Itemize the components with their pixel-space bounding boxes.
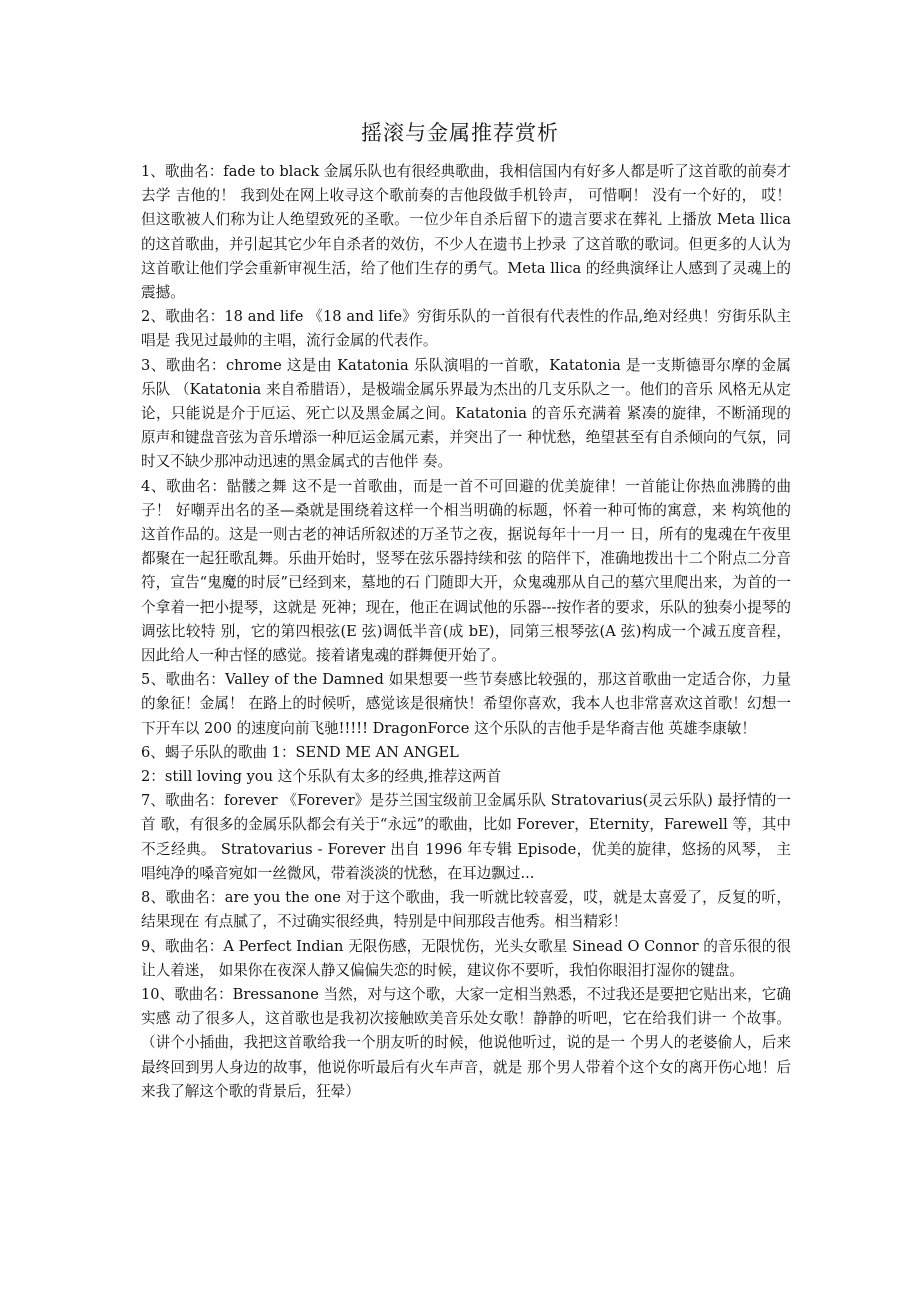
- document-title: 摇滚与金属推荐赏析: [361, 121, 559, 145]
- paragraph-1: 1、歌曲名：fade to black 金属乐队也有很经典歌曲，我相信国内有好多人都是听了这首歌的前奏才去学 吉他的！ 我到处在网上收寻这个歌前奏的吉他段做手机铃声， 可惜啊！ 没有一个好的， 哎！但这歌被人们称为让人绝望致死的圣歌。一位少年自杀后留下的遗言要求在葬礼 上播放 Meta llica 的这首歌曲，并引起其它少年自杀者的效仿，不少人在遗书上抄录 了这首歌的歌词。但更多的人认为这首歌让他们学会重新审视生活，给了他们生存的勇气。Meta llica 的经典演绎让人感到了灵魂上的震撼。: [141, 163, 791, 302]
- paragraph-3: 3、歌曲名：chrome 这是由 Katatonia 乐队演唱的一首歌，Katatonia 是一支斯德哥尔摩的金属乐队 （Katatonia 来自希腊语），是极端金属乐界最为杰出的几支乐队之一。他们的音乐 风格无从定论，只能说是介于厄运、死亡以及黑金属之间。Katatonia 的音乐充满着 紧凑的旋律，不断涌现的原声和键盘音弦为音乐增添一种厄运金属元素，并突出了一 种忧愁，绝望甚至有自杀倾向的气氛，同时又不缺少那冲动迅速的黑金属式的吉他伴 奏。: [141, 356, 791, 471]
- paragraph-6: 6、蝎子乐队的歌曲 1：SEND ME AN ANGEL: [141, 743, 459, 761]
- paragraph-7: 7、歌曲名：forever 《Forever》是芬兰国宝级前卫金属乐队 Stratovarius(灵云乐队) 最抒情的一首 歌，有很多的金属乐队都会有关于“永远”的歌曲，比如 Forever，Eternity，Farewell 等，其中不乏经典。 Stratovarius - Forever 出自 1996 年专辑 Episode，优美的旋律，悠扬的风琴， 主唱纯净的嗓音宛如一丝微风，带着淡淡的忧愁，在耳边飘过...: [141, 792, 791, 882]
- paragraph-10: 10、歌曲名：Bressanone 当然，对与这个歌，大家一定相当熟悉，不过我还是要把它贴出来，它确实感 动了很多人，这首歌也是我初次接触欧美音乐处女歌！静静的听吧，它在给我们讲一 个故事。（讲个小插曲，我把这首歌给我一个朋友听的时候，他说他听过，说的是一 个男人的老婆偷人，后来最终回到男人身边的故事，他说你听最后有火车声音，就是 那个男人带着个这个女的离开伤心地！后来我了解这个歌的背景后，狂晕）: [141, 985, 791, 1100]
- document-body: [141, 160, 791, 1104]
- paragraph-4: 4、歌曲名：骷髅之舞 这不是一首歌曲，而是一首不可回避的优美旋律！一首能让你热血沸腾的曲子！ 好嘲弄出名的圣—桑就是围绕着这样一个相当明确的标题，怀着一种可怖的寓意，来 构筑他的这首作品的。这是一则古老的神话所叙述的万圣节之夜，据说每年十一月一 日，所有的鬼魂在午夜里都聚在一起狂歌乱舞。乐曲开始时，竖琴在弦乐器持续和弦 的陪伴下，准确地拨出十二个附点二分音符，宣告“鬼魔的时辰”已经到来，墓地的石 门随即大开，众鬼魂那从自己的墓穴里爬出来，为首的一个拿着一把小提琴，这就是 死神；现在，他正在调试他的乐器---按作者的要求，乐队的独奏小提琴的调弦比较特 别，它的第四根弦(E 弦)调低半音(成 bE)，同第三根琴弦(A 弦)构成一个减五度音程， 因此给人一种古怪的感觉。接着诸鬼魂的群舞便开始了。: [141, 477, 791, 665]
- paragraph-2: 2、歌曲名：18 and life 《18 and life》穷街乐队的一首很有代表性的作品,绝对经典！穷街乐队主唱是 我见过最帅的主唱，流行金属的代表作。: [141, 308, 791, 350]
- paragraph-9: 9、歌曲名：A Perfect Indian 无限伤感，无限忧伤，光头女歌星 Sinead O Connor 的音乐很的很让人着迷， 如果你在夜深人静又偏偏失恋的时候，建议你不要听，我怕你眼泪打湿你的键盘。: [141, 937, 791, 979]
- paragraph-8: 8、歌曲名：are you the one 对于这个歌曲，我一听就比较喜爱，哎，就是太喜爱了，反复的听，结果现在 有点腻了，不过确实很经典，特别是中间那段吉他秀。相当精彩！: [141, 889, 791, 931]
- paragraph-6b: 2：still loving you 这个乐队有太多的经典,推荐这两首: [141, 768, 502, 786]
- paragraph-5: 5、歌曲名：Valley of the Damned 如果想要一些节奏感比较强的，那这首歌曲一定适合你，力量的象征！金属！ 在路上的时候听，感觉该是很痛快！希望你喜欢，我本人也非常喜欢这首歌！幻想一 下开车以 200 的速度向前飞驰!!!!! DragonForce 这个乐队的吉他手是华裔吉他 英雄李康敏！: [141, 671, 791, 737]
